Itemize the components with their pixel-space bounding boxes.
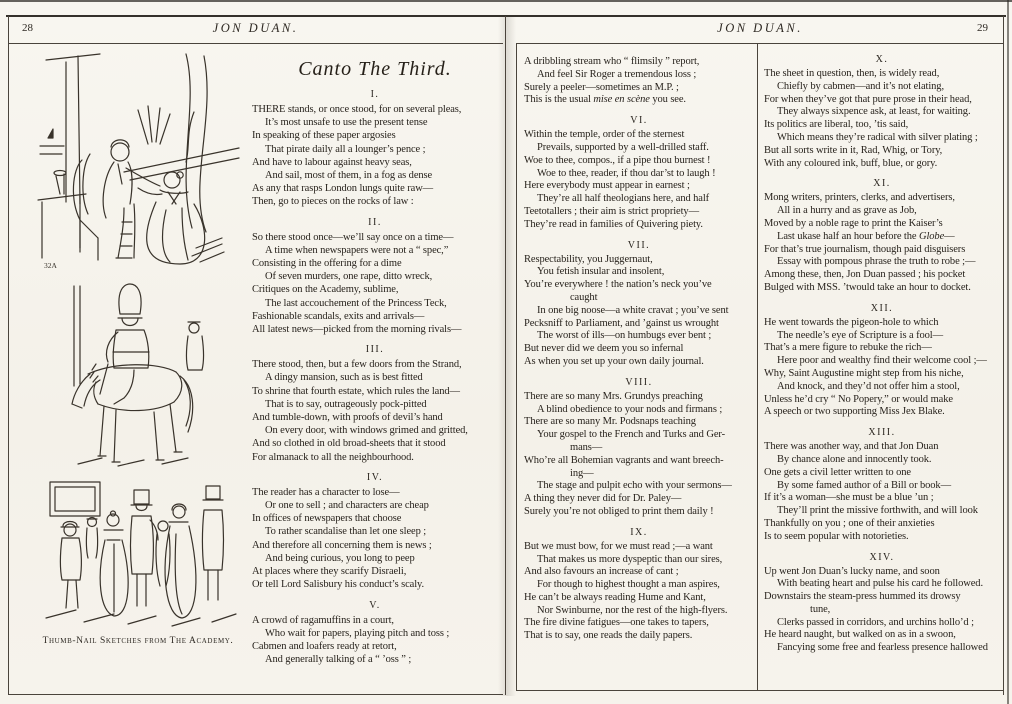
poem-line: Which means they’re radical with silver plating ; [777,131,978,143]
poem-line: The worst of ills—on humbugs ever bent ; [537,330,712,342]
poem-line: There are so many Mrs. Grundys preaching [524,390,703,402]
poem-line: And so clothed in old broad-sheets that it stood [252,438,446,450]
stanza [764,552,1000,656]
poem-line: Cabmen and loafers ready at retort, [252,640,397,652]
stanza-numeral: IX. [630,526,648,538]
poem-line: In one big noose—a white cravat ; you’ve sent [537,304,729,316]
poem-line: And tumble-down, with proofs of devil’s hand [252,412,443,424]
poem-line: Surely you’re not obliged to print them daily ! [524,505,714,517]
poem-line: It’s most unsafe to use the present tense [265,117,428,129]
poem-line: Your gospel to the French and Turks and Ger- [537,429,725,441]
stanza [252,344,498,464]
poem-line: As any that rasps London lungs quite raw— [252,183,434,195]
poem-line: A speech or two supporting Miss Jex Blake. [764,406,945,418]
stanza-list-right-2 [764,54,1000,655]
poem-line: The reader has a character to lose— [252,486,400,498]
poem-line: Pecksniff to Parliament, and ’gainst us wrought [524,317,719,329]
poem-line: Why, Saint Augustine might step from his niche, [764,367,964,379]
poem-line: The needle’s eye of Scripture is a fool— [777,329,943,341]
header-rule-right [516,43,1004,44]
stanza [252,89,498,209]
poem-line: But never did we deem you so infernal [524,343,684,355]
poem-line: That is to say, outrageously pock-pitted [265,398,427,410]
poem-line: Within the temple, order of the sternest [524,129,685,141]
header-rule-left [8,43,503,44]
poem-line: By some famed author of a Bill or book— [777,479,951,491]
poem-line: Moved by a noble rage to print the Kaiser’s [764,217,943,229]
canto-title: Canto The Third. [298,58,452,80]
poem-line: Of seven murders, one rape, ditto wreck, [265,271,433,283]
poem-line: The sheet in question, then, is widely read, [764,68,940,79]
poem-line: But all sorts write in it, Rad, Whig, or Tory, [764,144,943,156]
stanza-numeral: XIII. [868,427,896,439]
poem-line: Last ukase half an hour before the Globe— [777,230,955,242]
poem-line: In speaking of these paper argosies [252,130,396,142]
plate-mark: 32A [43,261,57,270]
stanza-numeral: X. [875,54,889,65]
stanza-numeral: IV. [366,471,384,483]
poem-line: And sail, most of them, in a fog as dense [265,170,433,182]
stanza-numeral: XIV. [869,551,895,563]
poem-line: Downstairs the steam-press hummed its drowsy [764,591,961,603]
academy-crowd-sketch [36,478,241,628]
seaside-couple-sketch [36,52,241,270]
poem-line: Among these, then, Jon Duan passed ; his pocket [764,269,966,281]
poem-line: If it’s a woman—she must be a blue ’un ; [764,492,934,504]
scan-edge-top [0,0,1012,2]
poem-line: On every door, with windows grimed and gritted, [265,425,468,437]
poem-line: Chiefly by cabmen—and it’s not elating, [777,80,944,92]
poem-line: That is to say, one reads the daily papers. [524,630,693,642]
poem-line: There stood, then, but a few doors from the Strand, [252,359,462,371]
poem-line: Then, go to pieces on the rocks of law : [252,196,414,208]
poem-line: Woe to thee, compos., if a pipe thou burnest ! [524,154,711,166]
bottom-rule-right [516,690,1004,691]
poem-line: Here everybody must appear in earnest ; [524,180,690,192]
poem-column-right-2 [764,46,1000,655]
poem-line: With any coloured ink, buff, blue, or gory. [764,157,938,169]
poem-line: Prevails, supported by a well-drilled staff. [537,141,709,153]
poem-line: They always sixpence ask, at least, for waiting. [777,106,971,118]
stanza [252,472,498,592]
poem-line: And generally talking of a “ ’oss ” ; [265,654,412,666]
poem-line: For almanack to all the neighbourhood. [252,451,414,463]
poem-line: A time when newspapers were not a “ spec,” [265,244,449,256]
poem-line: Here poor and wealthy find their welcome cool ;— [777,355,987,367]
poem-line: The fire divine fatigues—one takes to tapers, [524,617,709,629]
running-title-right: JON DUAN. [717,21,803,35]
poem-line: Essay with pompous phrase the truth to robe ;— [777,256,976,268]
poem-line: Bulged with MSS. ’twould take an hour to docket. [764,281,971,293]
right-page-column-divider [757,44,758,690]
stanza-numeral: XII. [870,302,894,314]
left-page-edge-rule [8,16,9,695]
poem-line: All in a hurry and as grave as Job, [777,205,917,217]
poem-line: THERE stands, or once stood, for on several pleas, [252,104,462,115]
poem-line: A crowd of ragamuffins in a court, [252,614,394,626]
poem-line: Its politics are liberal, too, ’tis said, [764,119,909,131]
stanza [252,600,498,667]
poem-line: There was another way, and that Jon Duan [764,441,939,453]
poem-line: At places where they scarify Disraeli, [252,566,407,578]
poem-line: They’re read in families of Quivering piety. [524,218,703,230]
mounted-guardsman-sketch [58,278,218,470]
poem-line: A dribbling stream who “ flimsily ” report, [524,56,700,67]
poem-line: Unless he’d cry “ No Popery,” or would make [764,393,953,405]
poem-line: Fancying some free and fearless presence hallowed [777,642,988,654]
stanza [252,217,498,337]
poem-line: mans— [570,441,603,453]
poem-line: Or one to sell ; and characters are cheap [265,500,429,512]
poem-line: A dingy mansion, such as is best fitted [265,372,423,384]
scan-edge-right [1007,0,1009,704]
poem-line: Who’re all Bohemian vagrants and want breech- [524,454,724,466]
page-number-left: 28 [22,22,33,34]
poem-line: And therefore all concerning them is news ; [252,539,432,551]
stanza-list-left [252,89,498,666]
poem-line: Who wait for papers, playing pitch and toss ; [265,627,450,639]
poem-line: And feel Sir Roger a tremendous loss ; [537,68,697,80]
poem-line: For though to highest thought a man aspires, [537,579,720,591]
stanza [524,56,754,107]
poem-line: As when you set up your own daily journal. [524,355,704,367]
stanza-list-right-1 [524,56,754,643]
poem-line: Critiques on the Academy, sublime, [252,284,399,296]
right-page-right-border [1003,16,1004,695]
poem-line: Is to seem popular with notorieties. [764,530,909,542]
poem-line: Fashionable scandals, exits and arrivals— [252,310,425,322]
stanza-numeral: XI. [873,178,891,190]
poem-line: To rather scandalise than let one sleep ; [265,526,427,538]
poem-line: Up went Jon Duan’s lucky name, and soon [764,565,940,577]
poem-line: Teetotallers ; their aim is strict propriety— [524,205,699,217]
poem-column-right-1 [524,46,754,643]
poem-line: To shrine that fourth estate, which rules the land— [252,385,460,397]
stanza [764,303,1000,419]
spine-shadow [498,16,516,696]
poem-line: You’re everywhere ! the nation’s neck you’ve [524,279,712,291]
poem-line: A thing they never did for Dr. Paley— [524,493,682,505]
stanza [764,427,1000,543]
poem-line: He heard naught, but walked on as in a swoon, [764,629,956,641]
stanza-numeral: V. [369,599,381,611]
stanza-numeral: VI. [630,115,648,127]
poem-line: The last accouchement of the Princess Teck, [265,297,447,309]
poem-line: tune, [810,603,831,615]
poem-line: One gets a civil letter written to one [764,466,911,478]
poem-line: This is the usual mise en scène you see. [524,94,686,106]
poem-line: All latest news—picked from the morning rivals— [252,324,462,336]
poem-line: Woe to thee, reader, if thou dar’st to laugh ! [537,167,716,179]
illustration-caption: Thumb-Nail Sketches from The Academy. [42,636,234,646]
stanza [764,178,1000,294]
poem-line: That pirate daily all a lounger’s pence ; [265,143,426,155]
poem-line: Or tell Lord Salisbury his conduct’s scaly. [252,579,425,591]
stanza [764,54,1000,170]
poem-line: In offices of newspapers that choose [252,513,402,525]
stanza-numeral: II. [368,216,382,228]
poem-line: And have to labour against heavy seas, [252,156,412,168]
stanza-numeral: VIII. [625,376,653,388]
stanza-numeral: VII. [627,239,651,251]
poem-line: You fetish insular and insolent, [537,266,665,278]
stanza-numeral: III. [365,344,385,356]
poem-line: Surely a peeler—sometimes an M.P. ; [524,81,679,93]
poem-line: Consisting in the offering for a dime [252,258,402,270]
poem-line: So there stood once—we’ll say once on a time— [252,231,454,243]
poem-line: That’s a mere figure to rebuke the rich— [764,342,932,354]
poem-line: And knock, and they’d not offer him a stool, [777,380,960,392]
poem-line: Mong writers, printers, clerks, and advertisers, [764,192,955,204]
running-title-left: JON DUAN. [212,21,299,35]
poem-line: For that’s true journalism, though paid disguisers [764,243,966,255]
illustration-column [26,52,250,646]
stanza [524,240,754,369]
poem-line: Respectability, you Juggernaut, [524,253,653,265]
stanza-numeral: I. [370,89,380,100]
bottom-rule-left [8,694,503,695]
poem-line: He can’t be always reading Hume and Kant, [524,591,706,603]
poem-line: And also favours an increase of cant ; [524,566,679,578]
poem-line: But we must bow, for we must read ;—a want [524,540,713,552]
poem-line: For when they’ve got that pure prose in their head, [764,93,972,105]
poem-line: Clerks passed in corridors, and urchins hollo’d ; [777,616,974,628]
poem-line: With beating heart and pulse his card he followed. [777,578,983,590]
poem-line: They’re all half theologians here, and half [537,193,710,205]
stanza [524,527,754,643]
right-page-left-border [516,44,517,690]
poem-line: There are so many Mr. Podsnaps teaching [524,416,696,428]
poem-line: Thankfully on you ; one of their anxieties [764,517,935,529]
poem-line: The stage and pulpit echo with your sermons— [537,480,732,492]
poem-line: ing— [570,467,594,479]
page-number-right: 29 [977,22,988,34]
stanza [524,377,754,519]
poem-line: And being curious, you long to peep [265,552,415,564]
poem-line: By chance alone and innocently took. [777,453,932,465]
poem-line: They’ll print the missive forthwith, and will look [777,505,978,517]
stanza [524,115,754,231]
poem-line: caught [570,291,598,303]
poem-column-left [252,48,498,666]
poem-line: That makes us more dyspeptic than our sires, [537,553,723,565]
poem-line: Nor Swinburne, nor the rest of the high-flyers. [537,604,728,616]
poem-line: He went towards the pigeon-hole to which [764,316,939,328]
poem-line: A blind obedience to your nods and firmans ; [537,403,723,415]
